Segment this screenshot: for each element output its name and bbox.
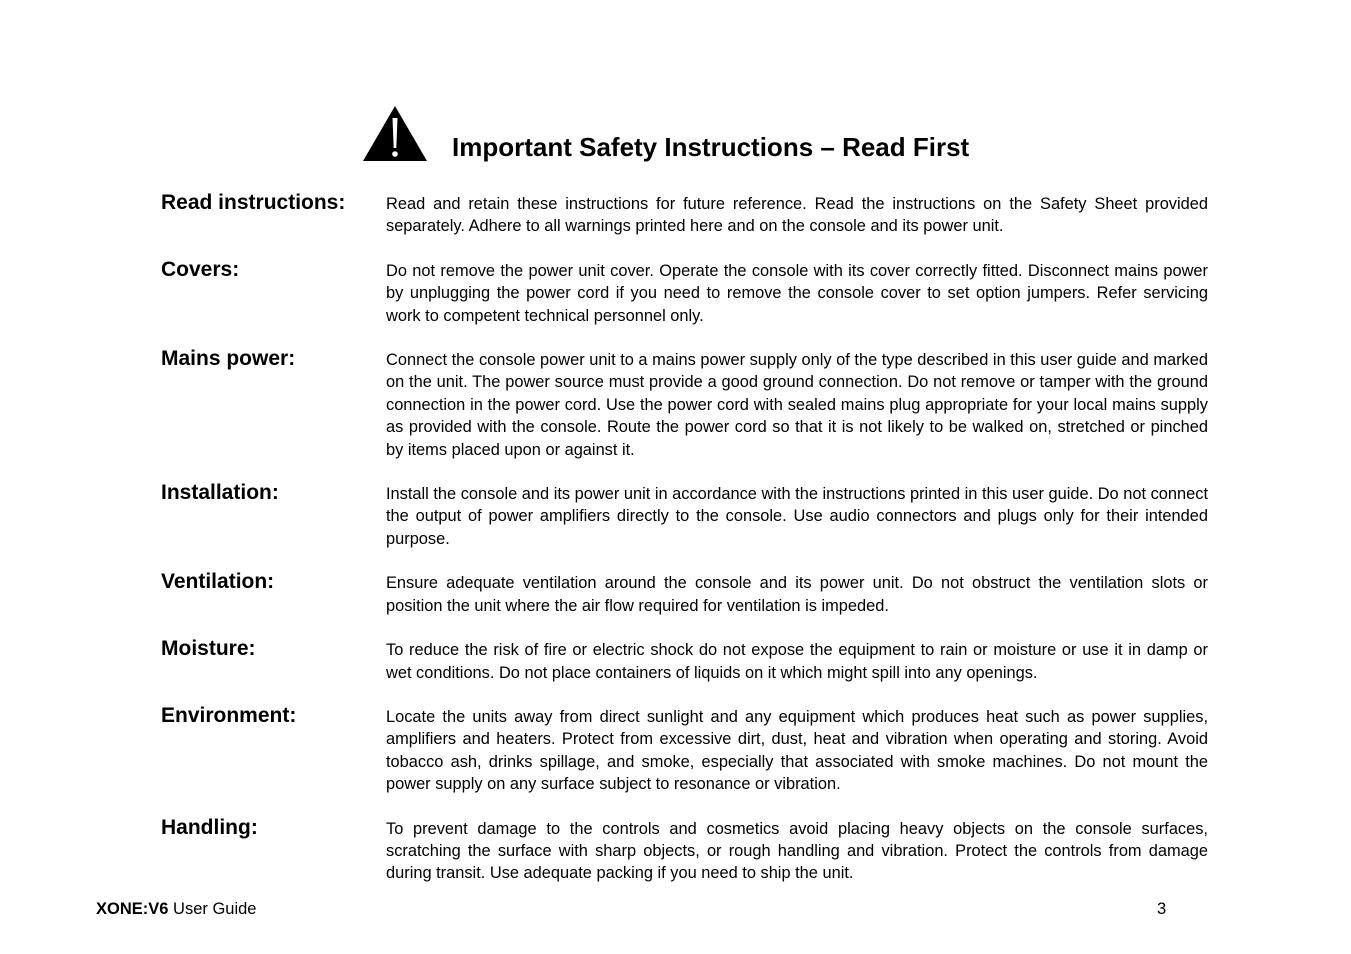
section-read-instructions xyxy=(161,190,1208,238)
section-heading: Mains power: xyxy=(161,347,296,371)
section-heading: Installation: xyxy=(161,481,279,505)
section-body: To reduce the risk of fire or electric shock do not expose the equipment to rain or moisture or use it in damp or wet conditions. Do not place containers of liquids on it which might spill into any openings. xyxy=(386,641,1208,682)
section-body: Ensure adequate ventilation around the console and its power unit. Do not obstruct the ventilation slots or position the unit where the air flow required for ventilation is impeded. xyxy=(386,574,1208,615)
section-body: Install the console and its power unit in accordance with the instructions printed in this user guide. Do not connect the output of power amplifiers directly to the console. Use audio connectors and plugs only for their intended purpose. xyxy=(386,485,1208,548)
section-mains-power xyxy=(161,346,1208,461)
section-handling xyxy=(161,815,1208,885)
section-heading: Moisture: xyxy=(161,637,256,661)
footer-guide-label: User Guide xyxy=(173,900,257,918)
section-ventilation xyxy=(161,569,1208,617)
safety-sections xyxy=(161,190,1208,904)
page-header xyxy=(362,104,969,162)
footer-doc-title xyxy=(96,900,256,919)
page-title: Important Safety Instructions – Read First xyxy=(452,132,970,162)
section-heading: Ventilation: xyxy=(161,570,275,594)
section-body: To prevent damage to the controls and cosmetics avoid placing heavy objects on the console surfaces, scratching the surface with sharp objects, or rough handling and vibration. Protect the controls from damage during transit. Use adequate packing if you need to ship the unit. xyxy=(386,819,1208,883)
section-body: Read and retain these instructions for future reference. Read the instructions on the Safety Sheet provided separately. Adhere to all warnings printed here and on the console and its power unit. xyxy=(386,195,1208,236)
section-environment xyxy=(161,703,1208,796)
section-heading: Read instructions: xyxy=(161,191,346,214)
section-heading: Covers: xyxy=(161,257,240,281)
warning-triangle-icon xyxy=(362,104,428,162)
section-heading: Handling: xyxy=(161,815,258,839)
section-body: Locate the units away from direct sunlight and any equipment which produces heat such as power supplies, amplifiers and heaters. Protect from excessive dirt, dust, heat and vibration when operating and storing. Avoid tobacco ash, drinks spillage, and smoke, especially that associated with smoke machines. Do not mount the power supply on any surface subject to resonance or vibration. xyxy=(386,707,1208,794)
footer-brand: XONE:V6 xyxy=(96,900,169,918)
section-covers xyxy=(161,257,1208,327)
section-body: Do not remove the power unit cover. Operate the console with its cover correctly fitted. Disconnect mains power by unplugging the power cord if you need to remove the console cover to set option jumpers. Refer servicing work to competent technical personnel only. xyxy=(386,261,1208,325)
section-body: Connect the console power unit to a mains power supply only of the type described in this user guide and marked on the unit. The power source must provide a good ground connection. Do not remove or tamper with the ground connection in the power cord. Use the power cord with sealed mains plug appropriate for your local mains supply as provided with the console. Route the power cord so that it is not likely to be walked on, stretched or pinched by items placed upon or against it. xyxy=(386,351,1208,459)
section-heading: Environment: xyxy=(161,703,297,727)
section-moisture xyxy=(161,636,1208,684)
section-installation xyxy=(161,480,1208,550)
page-number: 3 xyxy=(1157,900,1167,918)
